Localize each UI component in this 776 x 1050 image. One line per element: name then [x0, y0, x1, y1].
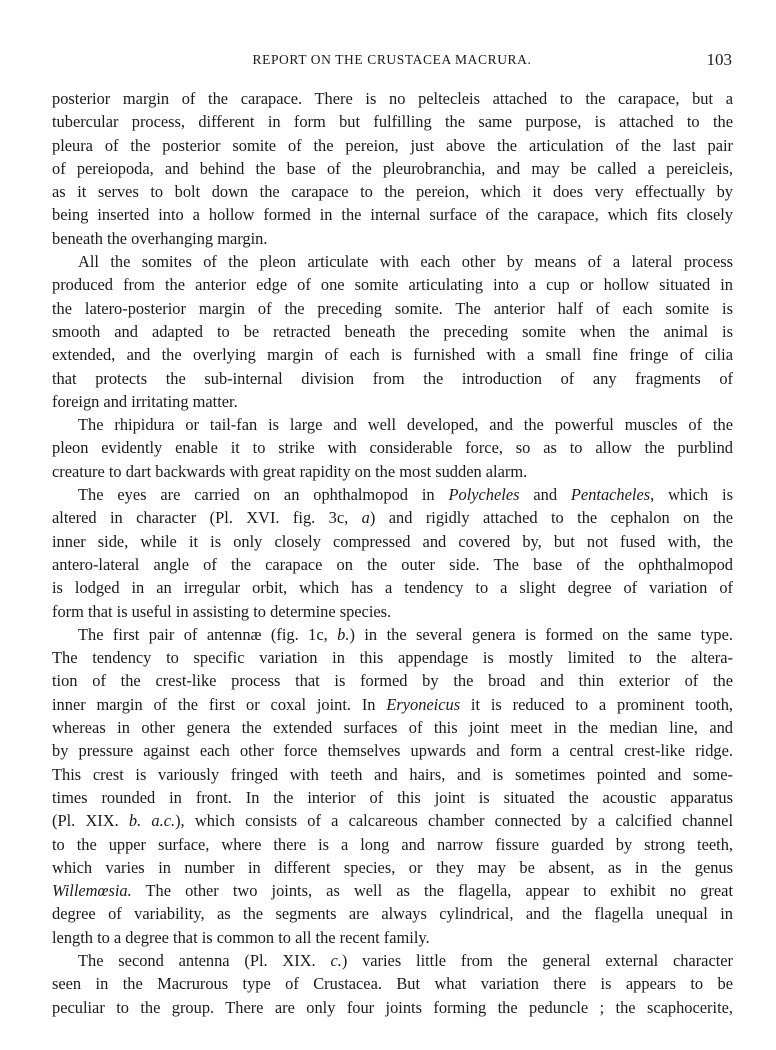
- italic-term: a: [361, 508, 370, 528]
- text-line: Willemœsia. The other two joints, as well as the flagella, appear to exhibit no great: [52, 881, 733, 901]
- text-line: to the upper surface, where there is a long and narrow fissure guarded by strong teeth,: [52, 834, 733, 854]
- paragraph: [52, 483, 733, 623]
- running-head: [52, 50, 732, 70]
- text-line: The tendency to specific variation in this appendage is mostly limited to the altera-: [52, 648, 733, 668]
- text-line: seen in the Macrurous type of Crustacea. But what variation there is appears to be: [52, 974, 733, 994]
- text-line: degree of variability, as the segments are always cylindrical, and the flagella unequal in: [52, 904, 733, 924]
- page-number: 103: [706, 50, 732, 69]
- text-line: All the somites of the pleon articulate with each other by means of a lateral process: [78, 252, 733, 272]
- body-text: [52, 87, 733, 1019]
- text-line: inner margin of the first or coxal joint. In Eryoneicus it is reduced to a prominent tooth,: [52, 694, 734, 714]
- paragraph: [52, 250, 733, 413]
- text-line: This crest is variously fringed with teeth and hairs, and is sometimes pointed and some-: [52, 764, 733, 784]
- text-line: extended, and the overlying margin of each is furnished with a small fine fringe of cilia: [52, 345, 733, 365]
- paragraph: [52, 949, 733, 1019]
- text-line: times rounded in front. In the interior of this joint is situated the acoustic apparatus: [52, 787, 733, 807]
- italic-term: b.: [337, 624, 350, 644]
- text-line: the latero-posterior margin of the preceding somite. The anterior half of each somite is: [52, 298, 733, 318]
- paragraph: [52, 413, 733, 483]
- paragraph: [52, 87, 733, 250]
- italic-term: Pentacheles: [570, 485, 651, 505]
- text-line: creature to dart backwards with great rapidity on the most sudden alarm.: [52, 461, 528, 481]
- text-line: beneath the overhanging margin.: [52, 228, 268, 248]
- text-line: pleon evidently enable it to strike with considerable force, so as to allow the purblind: [52, 438, 733, 458]
- text-line: antero-lateral angle of the carapace on the outer side. The base of the ophthalmopod: [52, 554, 733, 574]
- text-line: is lodged in an irregular orbit, which has a tendency to a slight degree of variation of: [52, 578, 733, 598]
- text-line: smooth and adapted to be retracted beneath the preceding somite when the animal is: [52, 321, 733, 341]
- text-line: pleura of the posterior somite of the pereion, just above the articulation of the last pair: [52, 135, 733, 155]
- text-line: foreign and irritating matter.: [52, 391, 238, 411]
- text-line: whereas in other genera the extended surfaces of this joint meet in the median line, and: [52, 718, 733, 738]
- text-line: The eyes are carried on an ophthalmopod in Polycheles and Pentacheles, which is: [78, 485, 733, 505]
- italic-term: b. a.c.: [128, 811, 176, 831]
- text-line: The second antenna (Pl. XIX. c.) varies little from the general external character: [78, 950, 733, 970]
- text-line: length to a degree that is common to all the recent family.: [52, 927, 430, 947]
- text-line: The rhipidura or tail-fan is large and well developed, and the powerful muscles of the: [78, 415, 733, 435]
- text-line: that protects the sub-internal division from the introduction of any fragments of: [52, 368, 733, 388]
- text-line: tubercular process, different in form but fulfilling the same purpose, is attached to the: [52, 112, 733, 132]
- text-line: form that is useful in assisting to determine species.: [52, 601, 392, 621]
- italic-term: Polycheles: [448, 485, 520, 505]
- paragraph: [52, 623, 733, 949]
- text-line: The first pair of antennæ (fig. 1c, b.) in the several genera is formed on the same type.: [78, 624, 733, 644]
- text-line: as it serves to bolt down the carapace to the pereion, which it does very effectually by: [52, 182, 733, 202]
- text-line: produced from the anterior edge of one somite articulating into a cup or hollow situated in: [52, 275, 733, 295]
- text-line: (Pl. XIX. b. a.c.), which consists of a calcareous chamber connected by a calcified channel: [52, 811, 734, 831]
- text-line: peculiar to the group. There are only four joints forming the peduncle ; the scaphocerite,: [52, 997, 733, 1017]
- text-line: of pereiopoda, and behind the base of the pleurobranchia, and may be called a pereicleis,: [52, 158, 733, 178]
- text-line: inner side, while it is only closely compressed and covered by, but not fused with, the: [52, 531, 733, 551]
- text-line: altered in character (Pl. XVI. fig. 3c, a) and rigidly attached to the cephalon on the: [52, 508, 733, 528]
- text-line: posterior margin of the carapace. There is no peltecleis attached to the carapace, but a: [52, 89, 733, 108]
- italic-term: Eryoneicus: [386, 694, 461, 714]
- text-line: being inserted into a hollow formed in the internal surface of the carapace, which fits closely: [52, 205, 733, 225]
- italic-term: c.: [330, 950, 342, 970]
- running-title: REPORT ON THE CRUSTACEA MACRURA.: [252, 52, 532, 67]
- text-line: which varies in number in different species, or they may be absent, as in the genus: [52, 857, 733, 877]
- text-line: by pressure against each other force themselves upwards and form a central crest-like ridge.: [52, 741, 733, 761]
- text-line: tion of the crest-like process that is formed by the broad and thin exterior of the: [52, 671, 733, 691]
- italic-term: Willemœsia.: [52, 881, 132, 901]
